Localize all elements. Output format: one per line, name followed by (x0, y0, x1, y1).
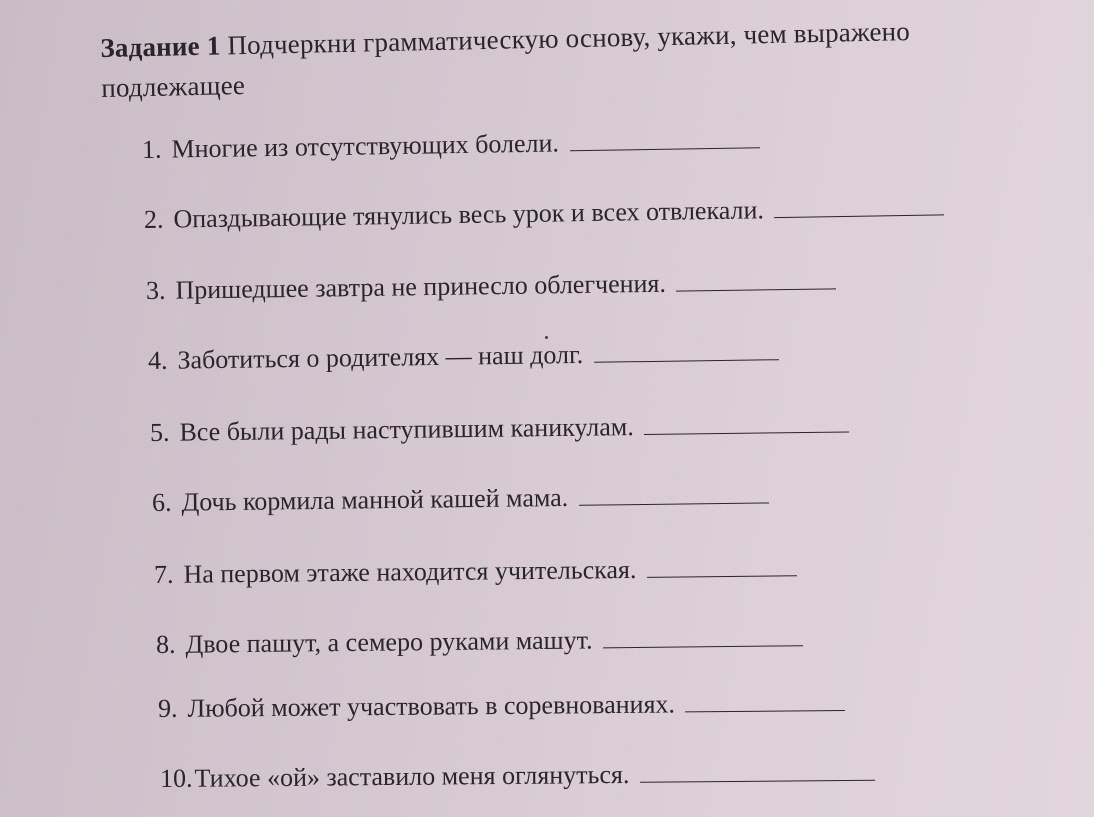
exercise-item-4 (148, 337, 779, 376)
item-number: 1. (141, 134, 162, 164)
exercise-item-9 (158, 688, 846, 724)
item-sentence: Многие из отсутствующих болели. (171, 128, 560, 164)
item-sentence: Опаздывающие тянулись весь урок и всех отвлекали. (173, 195, 765, 234)
answer-blank[interactable] (603, 627, 803, 648)
item-sentence: Все были рады наступившим каникулам. (179, 412, 634, 447)
exercise-item-1 (142, 125, 760, 165)
task-label: Задание 1 (100, 30, 221, 63)
item-number: 8. (155, 629, 176, 659)
item-sentence: Пришедшее завтра не принесло облегчения. (175, 268, 667, 305)
exercise-item-5 (150, 409, 850, 448)
exercise-item-6 (152, 480, 769, 518)
exercise-item-8 (156, 623, 803, 660)
answer-blank[interactable] (685, 692, 845, 712)
exercise-item-10 (160, 758, 875, 794)
exercise-item-3 (146, 266, 837, 306)
item-number: 4. (147, 345, 168, 375)
item-number: 7. (153, 559, 174, 589)
item-number: 2. (143, 204, 164, 234)
exercise-item-2 (144, 192, 945, 235)
item-sentence: Тихое «ой» заставило меня оглянуться. (194, 759, 630, 793)
task-instruction: Подчеркни грамматическую основу, укажи, чем выражено (227, 16, 911, 61)
item-sentence: Любой может участвовать в соревнованиях. (187, 689, 676, 723)
item-number: 5. (149, 417, 170, 447)
answer-blank[interactable] (647, 557, 797, 578)
answer-blank[interactable] (644, 413, 849, 435)
task-instruction-continued: подлежащее (100, 69, 246, 103)
answer-blank[interactable] (569, 129, 759, 151)
item-sentence: Заботиться о родителях — наш долг. (177, 339, 584, 375)
answer-blank[interactable] (594, 341, 779, 363)
item-number: 3. (145, 275, 166, 305)
exercise-item-7 (154, 553, 797, 590)
item-number: 9. (157, 693, 178, 723)
item-number: 6. (151, 487, 172, 517)
item-sentence: Дочь кормила манной кашей мама. (181, 482, 569, 517)
answer-blank[interactable] (640, 762, 875, 783)
paper-speck (545, 336, 548, 339)
item-number: 10. (159, 763, 193, 793)
item-sentence: На первом этаже находится учительская. (183, 554, 637, 589)
task-header (100, 8, 1061, 108)
item-sentence: Двое пашут, а семеро руками машут. (185, 625, 593, 659)
answer-blank[interactable] (579, 484, 769, 505)
answer-blank[interactable] (676, 270, 836, 291)
answer-blank[interactable] (774, 196, 944, 218)
